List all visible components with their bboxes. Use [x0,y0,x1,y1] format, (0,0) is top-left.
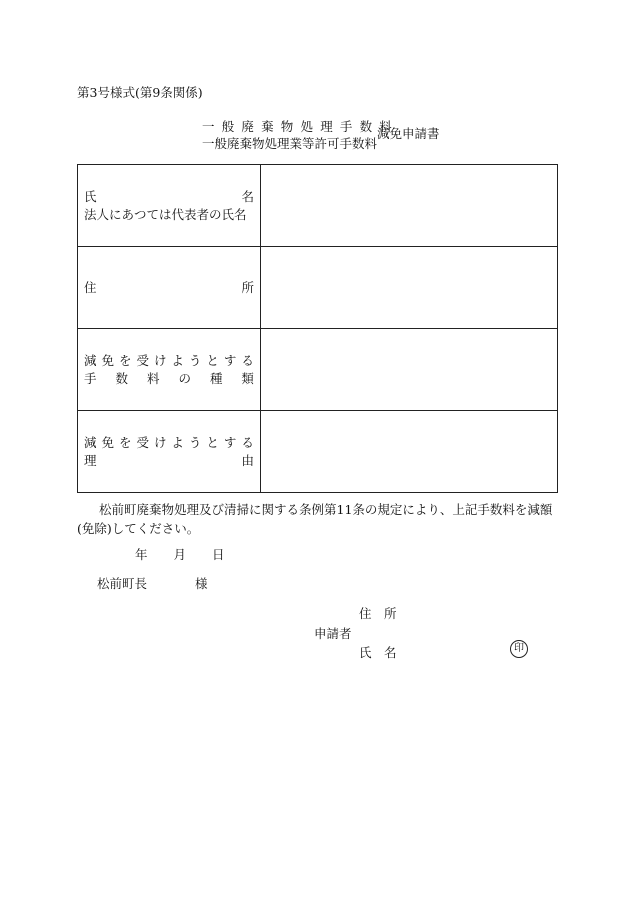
label-name-char: 氏 [84,188,97,204]
label-char: 種 [209,370,223,386]
label-char: 理 [84,452,97,468]
label-char: う [188,434,202,450]
label-char: す [223,352,237,368]
table-row-reason [78,411,558,493]
label-char: の [178,370,191,386]
applicant-address-label: 住 所 [359,606,397,621]
label-address-char: 住 [84,279,97,295]
label-char: 類 [241,370,254,386]
date-month: 月 [173,547,187,562]
label-char: る [241,352,254,368]
date-day: 日 [212,547,225,562]
label-char: と [206,434,219,450]
table-row-address [78,247,558,329]
field-address[interactable] [261,247,558,329]
label-char: 料 [146,370,160,386]
label-char: る [241,434,254,450]
addressee-name: 松前町長 [97,576,148,591]
field-name[interactable] [261,165,558,247]
label-char: 由 [241,452,254,468]
table-row-fee-type [78,329,558,411]
label-char: 受 [136,434,149,450]
label-address-char: 所 [241,279,254,295]
request-paragraph: 松前町廃棄物処理及び清掃に関する条例第11条の規定により、上記手数料を減額(免除)してください。 [77,502,553,536]
label-char: 免 [101,352,114,368]
label-char: け [153,352,167,368]
label-char: う [188,352,202,368]
label-reason [78,411,261,493]
form-number: 第3号様式(第9条関係) [77,85,203,100]
title-suffix: 減免申請書 [377,126,440,141]
field-fee-type[interactable] [261,329,558,411]
label-char: 手 [84,370,97,386]
title-line-2: 一般廃棄物処理業等許可手数料 [202,136,378,151]
label-char: 免 [101,434,114,450]
label-char: と [206,352,219,368]
label-name [78,165,261,247]
label-char: 減 [84,352,97,368]
application-table [77,164,558,493]
label-char: す [223,434,237,450]
seal-mark: 印 [510,640,528,658]
label-fee-type [78,329,261,411]
label-char: 受 [136,352,149,368]
applicant-label: 申請者 [314,626,352,641]
addressee-honorific: 様 [195,576,208,591]
label-char: よ [171,352,184,368]
date-year: 年 [135,547,148,562]
label-char: よ [171,434,184,450]
label-name-char: 名 [241,188,254,204]
field-reason[interactable] [261,411,558,493]
table-row-name [78,165,558,247]
date-line [135,545,247,563]
label-char: を [118,434,132,450]
applicant-name-label: 氏 名 [359,645,397,660]
label-address [78,247,261,329]
title-line-1: 一般廃棄物処理手数料 [202,119,400,134]
label-char: を [118,352,132,368]
label-char: 数 [115,370,128,386]
label-char: 減 [84,434,97,450]
label-char: け [153,434,167,450]
label-name-corp: 法人にあつては代表者の氏名 [84,206,247,222]
